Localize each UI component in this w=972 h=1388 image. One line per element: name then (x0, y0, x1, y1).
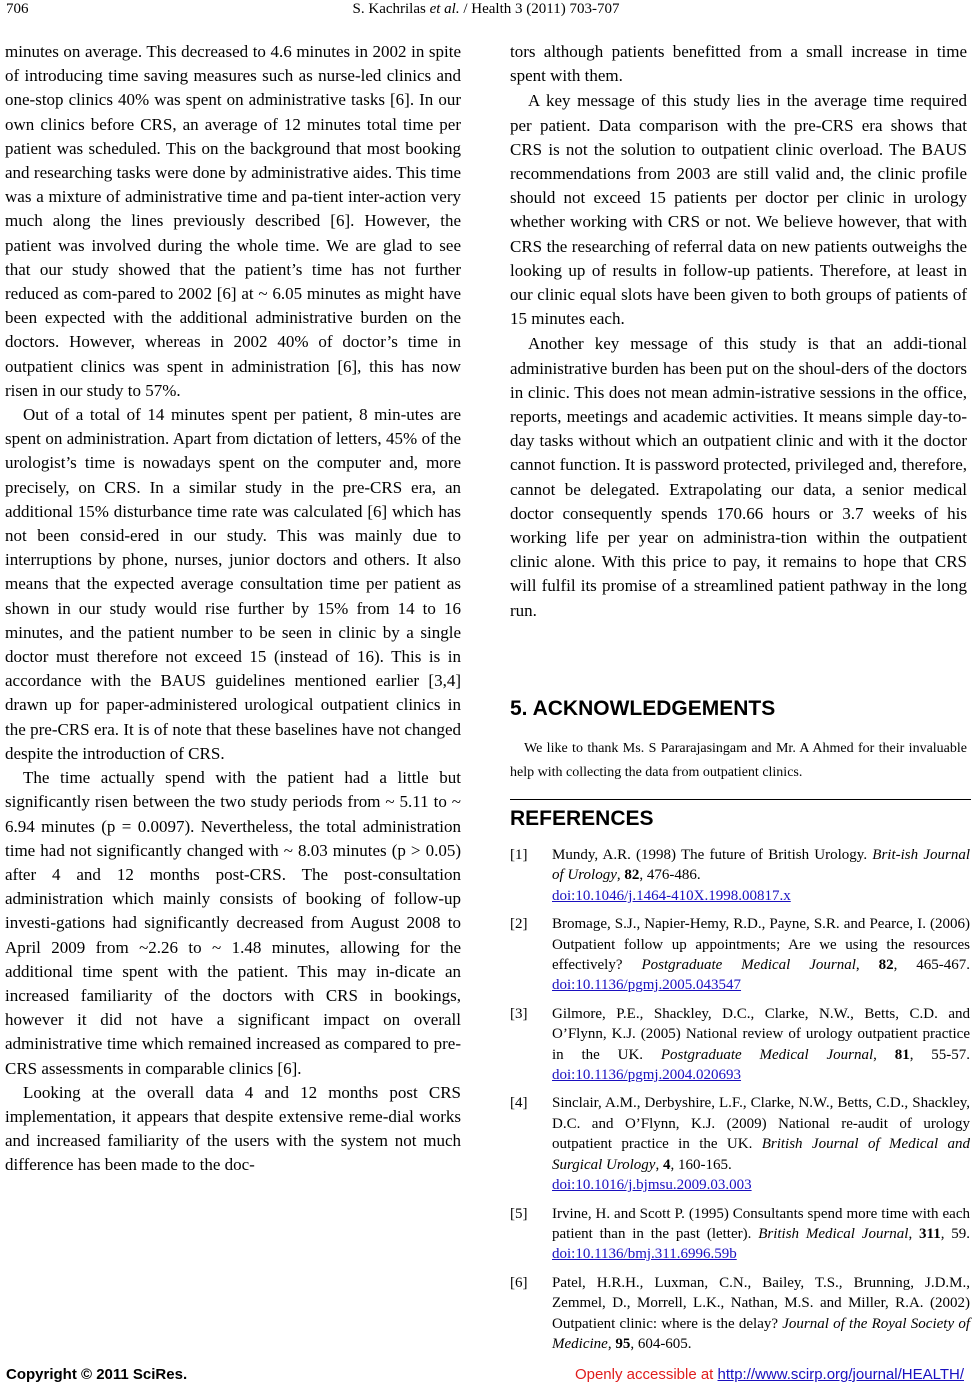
body-paragraph: A key message of this study lies in the average time required per patient. Data comparison with the pre-CRS era shows that CRS is not the solution to outpatient clinic overload. The BAUS recommendations from 2003 are still valid and, the clinic profile should not exceed 15 patients per doctor per clinic in urology whether working with CRS or not. We believe however, that with CRS the researching of referral data on new patients outweighs the looking up of results in follow-up patients. Therefore, at least in our clinic equal slots have been given to both groups of patients of 15 minutes each. (510, 91, 967, 329)
acknowledgements-heading: 5. ACKNOWLEDGEMENTS (510, 697, 776, 720)
reference-item (510, 1093, 970, 1195)
doi-link[interactable]: doi:10.1016/j.bjmsu.2009.03.003 (552, 1177, 752, 1194)
doi-link[interactable]: doi:10.1136/pgmj.2005.043547 (552, 977, 742, 994)
page-header (0, 1, 972, 21)
reference-number: [3] (510, 1005, 528, 1022)
reference-list (510, 845, 970, 1362)
reference-text: Irvine, H. and Scott P. (1995) Consultants spend more time with each patient than in the past (letter). British Medical Journal, 311, 59. doi:10.1136/bmj.311.6996.59b (552, 1205, 971, 1263)
references-heading: REFERENCES (510, 807, 654, 830)
body-paragraph: Out of a total of 14 minutes spent per patient, 8 min-utes are spent on administration. Apart from dictation of letters, 45% of the urologist’s time is nowadays spent on the computer and, more precisely, on CRS. In a similar study in the pre-CRS era, an additional 15% disturbance time rate was calculated [6] which has not been consid-ered in our study. This was mainly due to interruptions by phone, nurses, junior doctors and others. It also means that the expected average consultation time per patient as shown in our study would rise further by 15% from 14 to 16 minutes, and the patient number to be seen in clinic by a single doctor must therefore not exceed 15 (instead of 16). This is in accordance with the BAUS guidelines mentioned earlier [3,4] drawn up for paper-administered urological outpatient clinics in the pre-CRS era. It is of note that these baselines have not changed despite the introduction of CRS. (5, 405, 461, 763)
reference-text: Mundy, A.R. (1998) The future of British Urology. Brit-ish Journal of Urology, 82, 476-486. doi:10.1046/j.1464-410X.1998.00817.x (552, 847, 970, 904)
reference-item (510, 1004, 970, 1086)
reference-text: Sinclair, A.M., Derbyshire, L.F., Clarke, N.W., Betts, C.D., Shackley, D.C. and O’Flynn, K.J. (2009) National re-audit of urology outpatient practice in the UK. British Journal of Medical and Surgical Urology, 4, 160-165. doi:10.1016/j.bjmsu.2009.03.003 (552, 1095, 970, 1194)
body-paragraph: The time actually spend with the patient had a little but significantly risen between the two study periods from ~ 5.11 to ~ 6.94 minutes (p = 0.0097). Nevertheless, the total administration time had not significantly changed with ~ 8.03 minutes (p > 0.05) after 4 and 12 months post-CRS. The post-consultation administration which mainly consists of booking of follow-up investi-gations had significantly decreased from August 2008 to April 2009 from ~2.26 to ~ 1.48 minutes, allowing for the additional time spent with the patient. This may in-dicate an increased familiarity of the doctors with CRS in bookings, however it did not have a significant impact on overall administrative time which remained increased as compared to pre-CRS assessments in comparable clinics [6]. (5, 768, 461, 1078)
reference-number: [4] (510, 1095, 528, 1112)
running-head: S. Kachrilas et al. / Health 3 (2011) 703-707 (352, 1, 620, 17)
doi-link[interactable]: doi:10.1136/pgmj.2004.020693 (552, 1067, 742, 1084)
page-number: 706 (6, 1, 29, 17)
copyright-notice: Copyright © 2011 SciRes. (6, 1366, 188, 1383)
right-column (510, 40, 967, 624)
reference-number: [5] (510, 1205, 528, 1222)
body-paragraph: minutes on average. This decreased to 4.6 minutes in 2002 in spite of introducing time saving measures such as nurse-led clinics and one-stop clinics 40% was spent on administrative tasks [6]. In our own clinics before CRS, an average of 12 minutes total time per patient was scheduled. This on the background that most booking and researching tasks were done by administrative aides. This time was a mixture of administrative time and pa-tient inter-action very much along the lines previously described [6]. However, the patient was involved during the whole time. We are glad to see that our study showed that the patient’s time has not further reduced as com-pared to 2002 [6] at ~ 6.05 minutes as might have been expected with the additional administrative burden on the doctors. However, whereas in 2002 40% of doctor’s time in outpatient clinics was spent in administration [6], this has now risen in our study to 57%. (5, 42, 461, 400)
reference-item (510, 1273, 970, 1355)
body-paragraph: Another key message of this study is that an addi-tional administrative burden has been put on the shoul-ders of the doctors in clinic. This does not mean admin-istrative sessions in the office, reports, meetings and academic activities. It means simple day-to-day tasks without which an outpatient clinic and with it the doctor cannot function. It is password protected, privileged and, therefore, cannot be delegated. Extrapolating our data, a senior medical doctor consequently spends 170.66 hours or 3.7 weeks of his working life per year on administra-tion within the outpatient clinic alone. With this price to pay, it remains to hope that CRS will fulfil its promise of a streamlined patient pathway in the long run. (510, 334, 967, 620)
reference-item (510, 1204, 970, 1265)
reference-text: Gilmore, P.E., Shackley, D.C., Clarke, N.W., Betts, C.D. and O’Flynn, K.J. (2005) National review of urology outpatient practice in the UK. Postgraduate Medical Journal, 81, 55-57. doi:10.1136/pgmj.2004.020693 (552, 1005, 970, 1084)
reference-number: [1] (510, 847, 528, 863)
reference-item (510, 845, 970, 906)
acknowledgements-text: We like to thank Ms. S Pararajasingam and Mr. A Ahmed for their invaluable help with collecting the data from outpatient clinics. (510, 741, 967, 780)
page-footer (0, 1366, 972, 1386)
doi-link[interactable]: doi:10.1136/bmj.311.6996.59b (552, 1246, 737, 1263)
reference-number: [6] (510, 1274, 528, 1291)
doi-link[interactable]: doi:10.1046/j.1464-410X.1998.00817.x (552, 887, 791, 904)
reference-number: [2] (510, 916, 528, 933)
reference-text: Patel, H.R.H., Luxman, C.N., Bailey, T.S., Brunning, J.D.M., Zemmel, D., Morrell, L.K., Nathan, M.S. and Miller, R.A. (2002) Outpatient clinic: where is the delay? Journal of the Royal Society of Medicine, 95, 604-605. (552, 1274, 970, 1352)
journal-url-link[interactable]: http://www.scirp.org/journal/HEALTH/ (717, 1366, 964, 1383)
reference-text: Bromage, S.J., Napier-Hemy, R.D., Payne, S.R. and Pearce, I. (2006) Outpatient follow up appointments; Are we using the resources effectively? Postgraduate Medical Journal, 82, 465-467. doi:10.1136/pgmj.2005.043547 (552, 916, 971, 994)
left-column (5, 40, 461, 1178)
section-divider (510, 799, 971, 800)
body-paragraph: tors although patients benefitted from a small increase in time spent with them. (510, 42, 967, 86)
body-paragraph: Looking at the overall data 4 and 12 months post CRS implementation, it appears that despite extensive reme-dial works and increased familiarity of the users with the system not much difference has been made to the doc- (5, 1082, 461, 1175)
reference-item (510, 914, 970, 996)
open-access-notice: Openly accessible at http://www.scirp.org/journal/HEALTH/ (574, 1366, 964, 1383)
